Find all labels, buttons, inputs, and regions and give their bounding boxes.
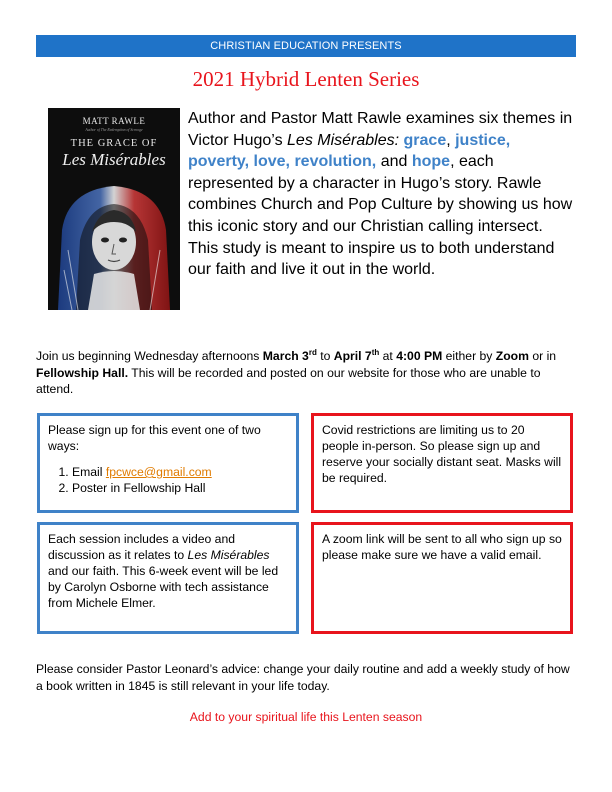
closing-line: Add to your spiritual life this Lenten season — [189, 710, 423, 724]
end-date: April 7 — [333, 349, 372, 363]
page-title: 2021 Hybrid Lenten Series — [192, 67, 420, 91]
signup-option-email: 1. Email fpcwce@gmail.com — [72, 464, 288, 480]
zoom-label: Zoom — [495, 349, 529, 363]
covid-text: Covid restrictions are limiting us to 20 people in-person. So please sign up and reserve your socially distant seat. Masks will be required. — [322, 423, 562, 485]
email-link[interactable]: fpcwce@gmail.com — [105, 465, 212, 479]
theme-poverty: poverty — [188, 153, 245, 171]
cover-title-line1: THE GRACE OF — [70, 138, 158, 149]
header-banner: CHRISTIAN EDUCATION PRESENTS — [36, 35, 576, 57]
theme-love: love — [253, 153, 286, 171]
book-cover-image — [48, 108, 180, 310]
session-book-title: Les Misérables — [187, 548, 270, 562]
intro-text-2: , each represented by a character in Hugo’s story. Rawle combines Church and Pop Culture by showing us how this iconic story and our Christian calling intersect. This study is meant to inspire us to both understand our faith and live it out in the world. — [188, 153, 573, 279]
theme-justice: justice — [455, 131, 506, 149]
join-paragraph: Join us beginning Wednesday afternoons March 3rd to April 7th at 4:00 PM either by Zoom or in Fellowship Hall. This will be recorded and posted on our website for those who are unable to attend. — [36, 347, 557, 396]
intro-paragraph: Author and Pastor Matt Rawle examines six themes in Victor Hugo’s Les Misérables: grace, justice, poverty, love, revolution, and hope, each represented by a character in Hugo’s story. Rawle combines Church and Pop Culture by showing us how this iconic story and our Christian calling intersect. This study is meant to inspire us to both understand our faith and live it out in the world. — [188, 110, 573, 279]
intro-text-1: Author and Pastor Matt Rawle examines six themes in Victor Hugo’s — [188, 110, 573, 149]
signup-options-list — [48, 464, 288, 496]
intro-book-title: Les Misérables: — [287, 131, 400, 149]
cover-title-line2: Les Misérables — [62, 150, 166, 169]
session-time: 4:00 PM — [396, 349, 443, 363]
start-date: March 3 — [262, 349, 309, 363]
venue-label: Fellowship Hall. — [36, 365, 129, 380]
covid-box — [311, 413, 573, 513]
session-box — [37, 522, 299, 634]
signup-option-poster: 2. Poster in Fellowship Hall — [72, 480, 288, 496]
zoom-note-text: A zoom link will be sent to all who sign up so please make sure we have a valid email. — [322, 532, 562, 562]
signup-intro: Please sign up for this event one of two ways: — [48, 423, 261, 453]
cosette-illustration — [48, 170, 180, 310]
cover-author: MATT RAWLE — [82, 116, 146, 126]
session-text: Each session includes a video and discussion as it relates to Les Misérables and our faith. This 6-week event will be led by Carolyn Osborne with tech assistance from Michele Elmer. — [48, 532, 279, 610]
cover-tagline: Author of The Redemption of Scrooge — [85, 128, 143, 132]
zoom-note-box — [311, 522, 573, 634]
theme-hope: hope — [411, 153, 451, 171]
intro-and: and — [380, 153, 408, 171]
signup-box — [37, 413, 299, 513]
advice-paragraph: Please consider Pastor Leonard’s advice: change your daily routine and add a weekly study of how a book written in 1845 is still relevant in your life today. — [36, 662, 570, 693]
theme-grace: grace — [403, 131, 447, 149]
theme-revolution: revolution — [294, 153, 372, 171]
